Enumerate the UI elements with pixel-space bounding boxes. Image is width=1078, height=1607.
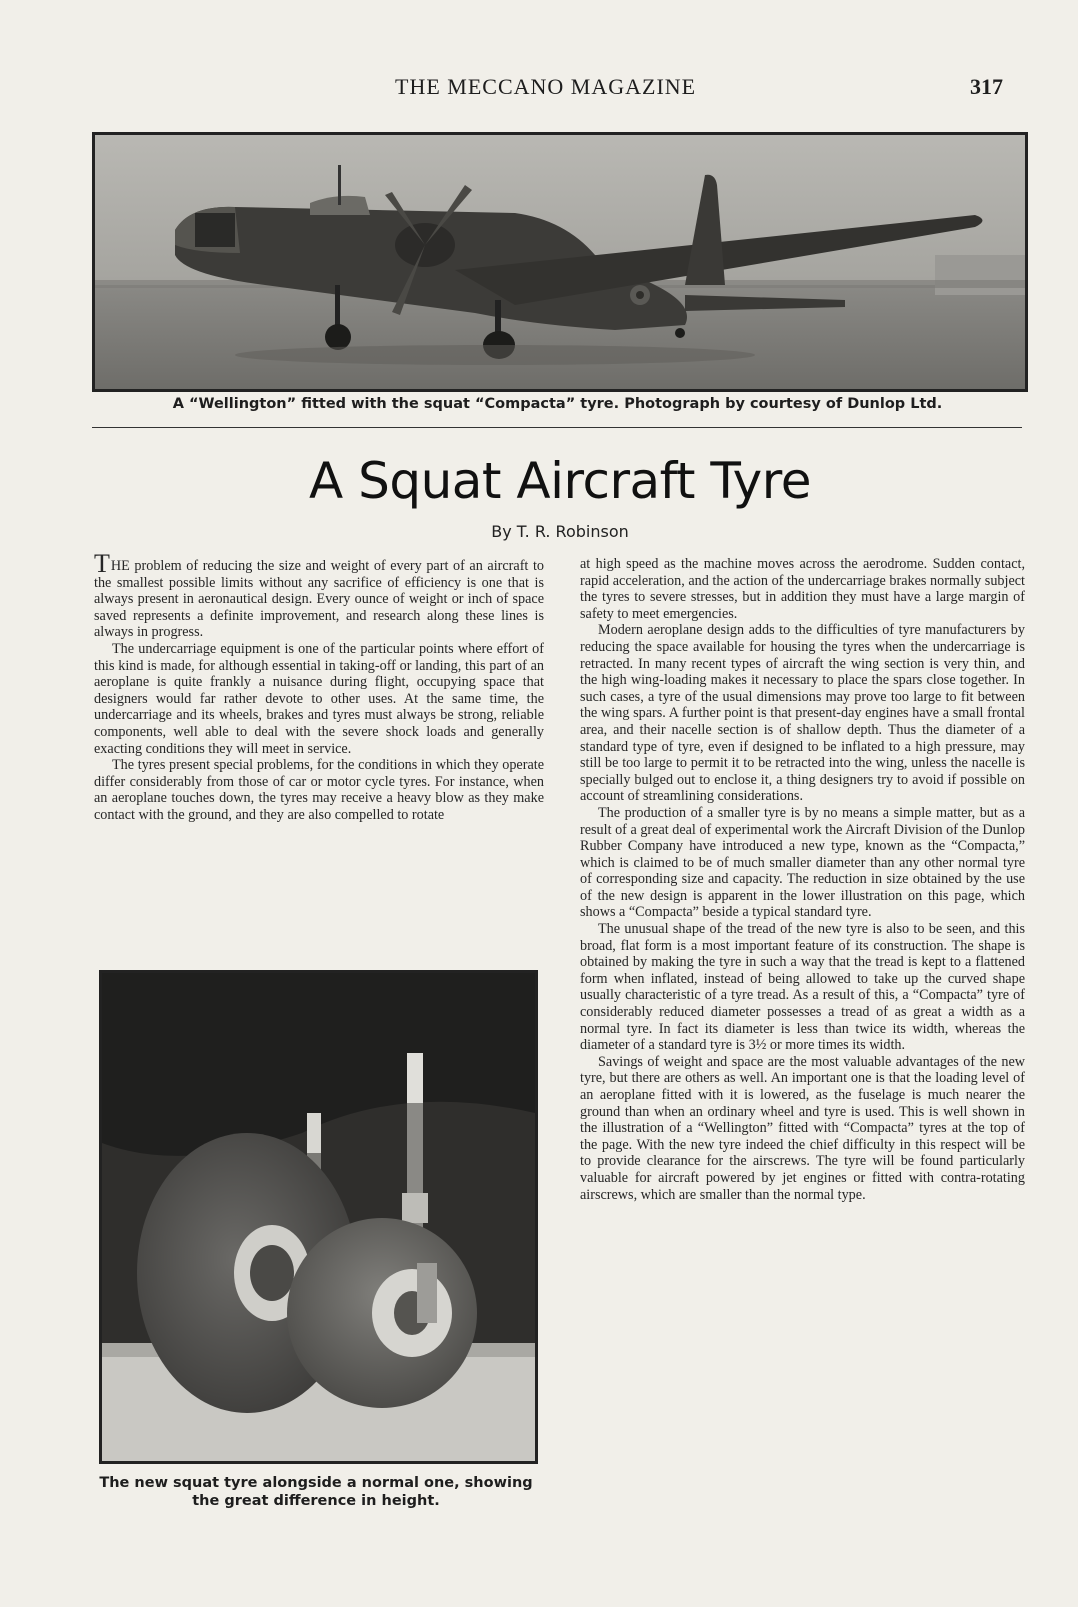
tyre-comparison-illustration: [102, 973, 535, 1461]
paragraph: THE problem of reducing the size and weight of every part of an aircraft to the smallest possible limits without any sacrifice of efficiency is one that is always present in aeronautical design. Every ounce of weight or inch of space saved represents a definite improvement, and research along these lines is always in progress.: [94, 549, 544, 641]
tyre-comparison-photo: [99, 970, 538, 1464]
tyre-figure-caption: The new squat tyre alongside a normal one, showing the great difference in height.: [99, 1475, 533, 1509]
divider-rule: [92, 427, 1022, 428]
page-number: 317: [970, 74, 1003, 99]
paragraph: Modern aeroplane design adds to the difficulties of tyre manufacturers by reducing the space available for housing the tyres when the undercarriage is retracted. In many recent types of aircraft the wing section is very thin, and the high wing-loading makes it necessary to place the spars close together. In such cases, a tyre of the usual dimensions may prove too large to fit between the wing spars. A further point is that present-day engines have a small frontal area, and their nacelle section is of shallow depth. Thus the diameter of a standard type of tyre, even if designed to be inflated to a high pressure, may still be too large to permit it to be retracted into the wing, unless the nacelle is specially bulged out to enclose it, a thing designers try to avoid if possible on account of streamlining considerations.: [580, 622, 1025, 805]
article-title: A Squat Aircraft Tyre: [309, 452, 811, 510]
running-head: [0, 72, 1078, 102]
wellington-aircraft-illustration: [95, 135, 1025, 389]
top-figure-caption: A “Wellington” fitted with the squat “Compacta” tyre. Photograph by courtesy of Dunlop Ltd.: [172, 396, 943, 412]
paragraph: The unusual shape of the tread of the new tyre is also to be seen, and this broad, flat form is a most important feature of its construction. The shape is obtained by making the tyre in such a way that the tread is kept to a flattened form when inflated, instead of being allowed to take up the curved shape usually characteristic of a tyre tread. As a result of this, a “Compacta” tyre of considerably reduced diameter possesses a tread of as great a width as a normal tyre. In fact its diameter is less than twice its width, whereas the diameter of a standard tyre is 3½ or more times its width.: [580, 921, 1025, 1054]
paragraph: The production of a smaller tyre is by no means a simple matter, but as a result of a great deal of experimental work the Aircraft Division of the Dunlop Rubber Company have introduced a new type, known as the “Compacta,” which is claimed to be of much smaller diameter than any other normal tyre of corresponding size and capacity. The reduction in size obtained by the use of the new design is apparent in the lower illustration on this page, which shows a “Compacta” beside a typical standard tyre.: [580, 804, 1025, 921]
magazine-title: THE MECCANO MAGAZINE: [395, 74, 697, 99]
paragraph: Savings of weight and space are the most valuable advantages of the new tyre, but there are others as well. An important one is that the loading level of an aeroplane fitted with it is lowered, as the fuselage is much nearer the ground than when an ordinary wheel and tyre is used. This is well shown in the illustration of a “Wellington” fitted with “Compacta” tyres at the top of the page. With the new tyre indeed the chief difficulty in this respect will be to provide clearance for the airscrews. The tyre will be found particularly valuable for aircraft powered by jet engines or fitted with contra-rotating airscrews, which are smaller than the normal type.: [580, 1053, 1025, 1203]
right-column: [580, 556, 1025, 1203]
paragraph: The tyres present special problems, for the conditions in which they operate differ considerably from those of car or motor cycle tyres. For instance, when an aeroplane touches down, the tyres may receive a heavy blow as they make contact with the ground, and they are also compelled to rotate: [94, 757, 544, 823]
left-column: [94, 549, 544, 824]
article-byline: By T. R. Robinson: [491, 522, 629, 541]
paragraph: at high speed as the machine moves across the aerodrome. Sudden contact, rapid acceleration, and the action of the undercarriage brakes normally subject the tyres to severe stresses, but in addition they must have a large margin of safety to meet emergencies.: [580, 556, 1025, 622]
drop-cap: T: [94, 549, 110, 578]
paragraph: The undercarriage equipment is one of the particular points where effort of this kind is made, for although essential in taking-off or landing, this part of an aeroplane is quite frankly a nuisance during flight, occupying space that designers would far rather devote to other uses. At the same time, the undercarriage and its wheels, brakes and tyres must always be strong, reliable components, well able to deal with the severe shock loads and generally exacting conditions they will meet in service.: [94, 640, 544, 757]
wellington-photo: [92, 132, 1028, 392]
